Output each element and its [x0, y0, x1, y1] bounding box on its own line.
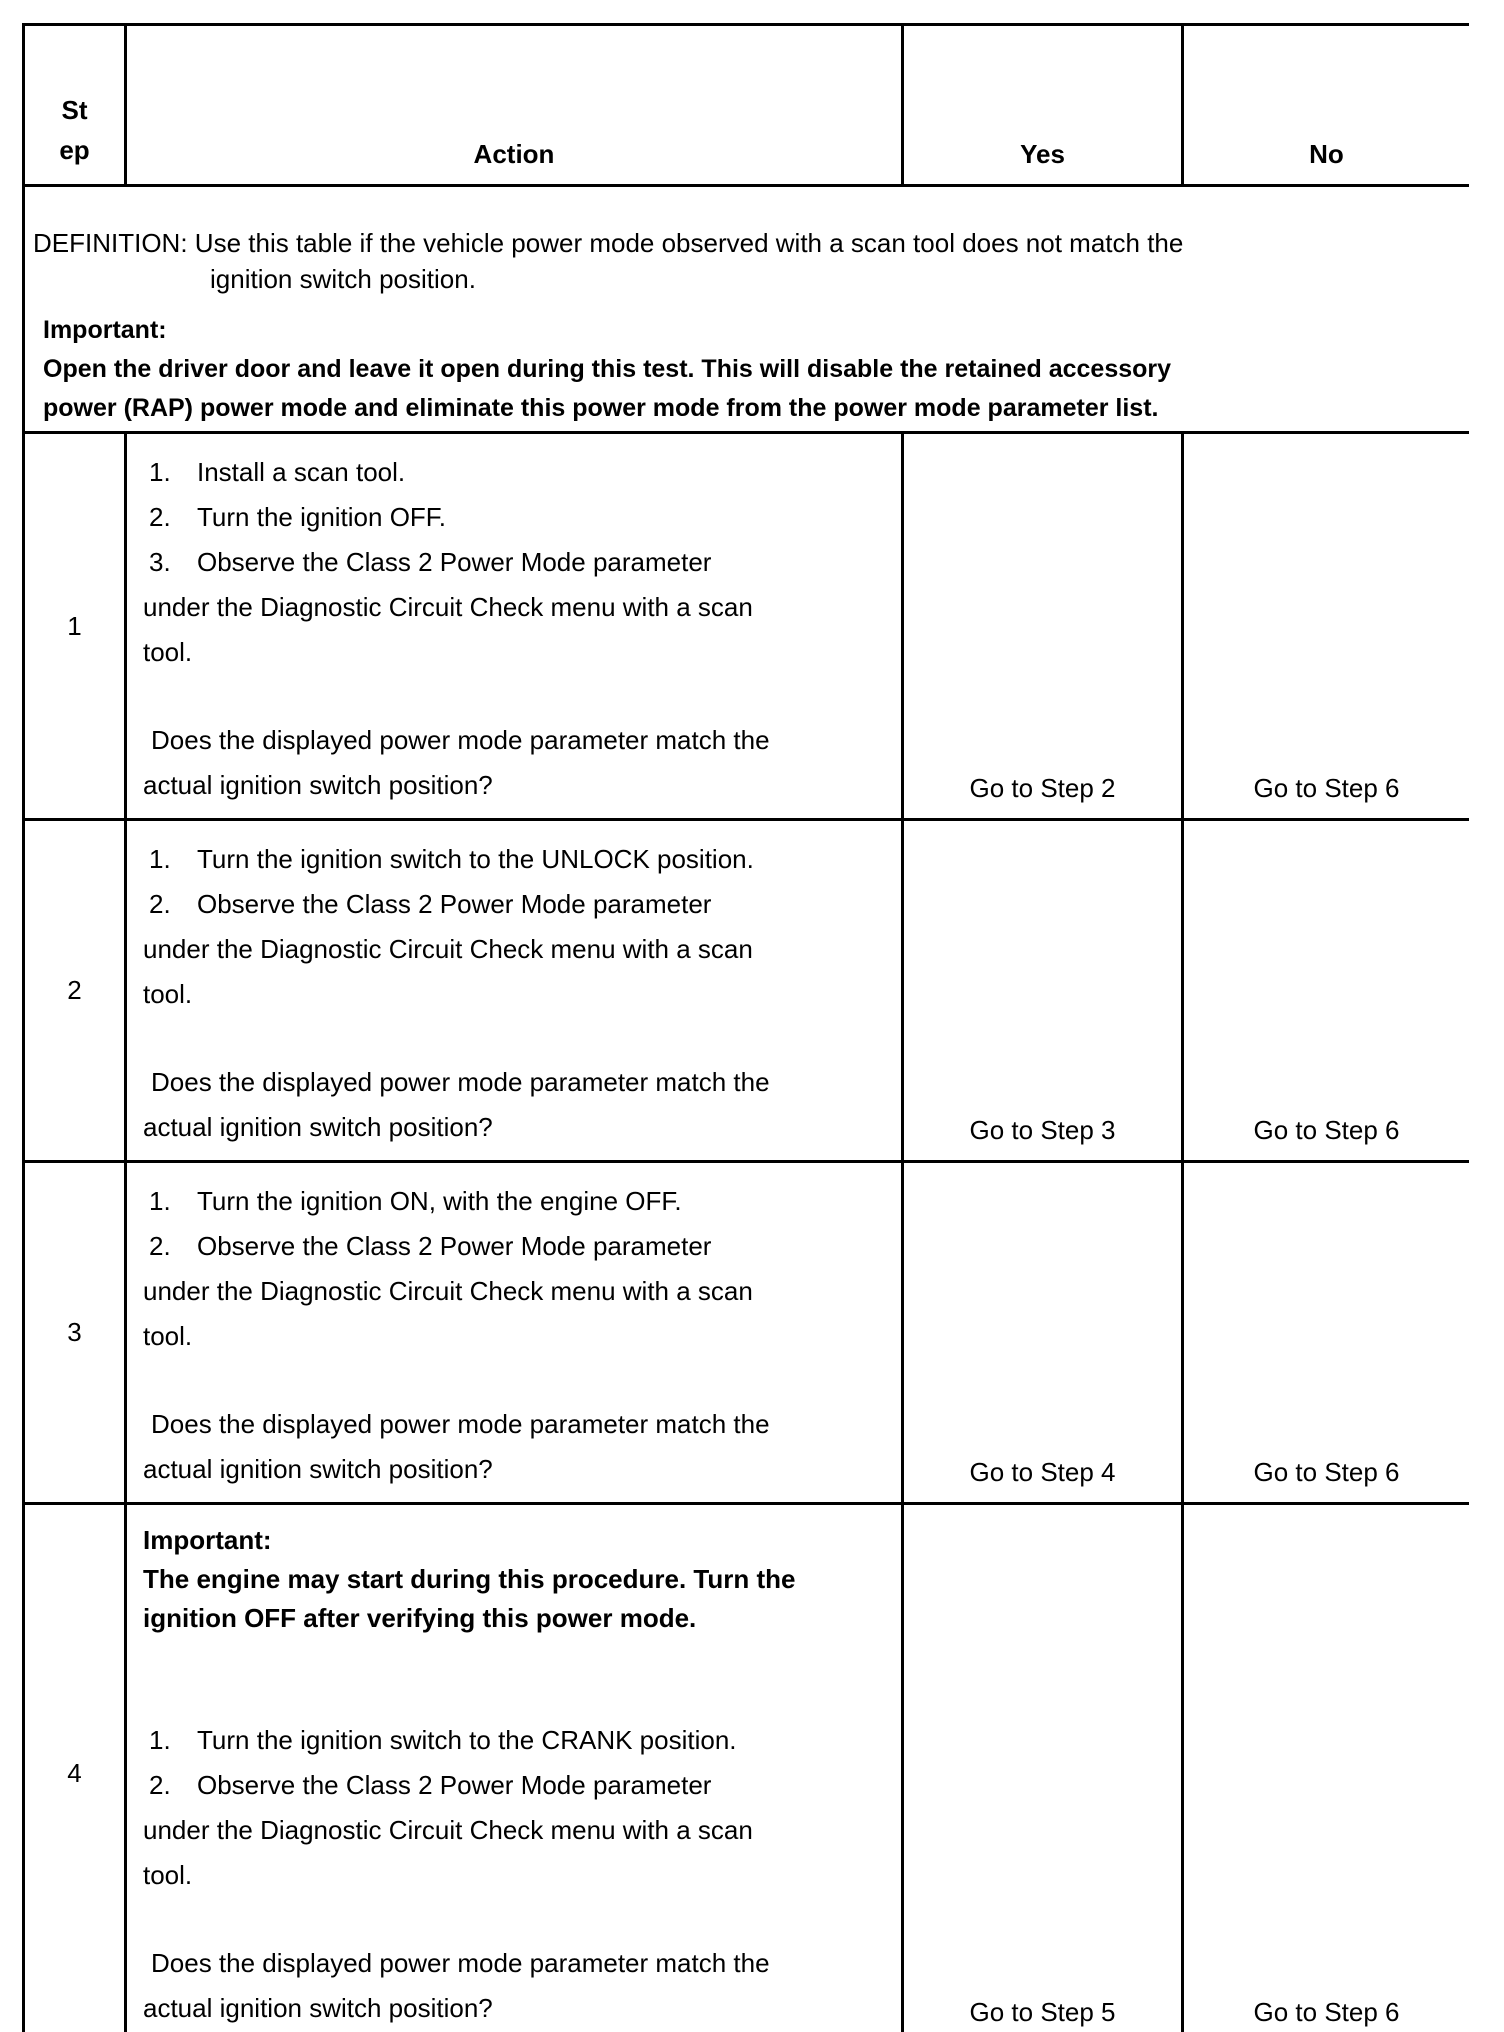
yes-column-header: Yes: [903, 25, 1183, 186]
action-item: 1. Install a scan tool.: [149, 457, 406, 487]
definition-label: DEFINITION:: [33, 228, 188, 258]
yes-result: Go to Step 4: [903, 1162, 1183, 1504]
step-number: 4: [24, 1504, 126, 2032]
yes-result: Go to Step 3: [903, 820, 1183, 1162]
action-continuation: under the Diagnostic Circuit Check menu with a scan: [143, 934, 753, 964]
important-line2: power (RAP) power mode and eliminate this power mode from the power mode parameter list.: [43, 394, 1159, 422]
action-continuation: under the Diagnostic Circuit Check menu with a scan: [143, 1276, 753, 1306]
step-number: 3: [24, 1162, 126, 1504]
diagnostic-table-container: [22, 23, 1469, 2032]
no-result: Go to Step 6: [1183, 820, 1470, 1162]
step-action: [126, 1162, 903, 1504]
step-question: actual ignition switch position?: [143, 1112, 493, 1142]
action-item: 2. Observe the Class 2 Power Mode parameter: [149, 889, 712, 919]
step-question: Does the displayed power mode parameter match the: [151, 1067, 770, 1097]
step-number: 2: [24, 820, 126, 1162]
action-item: 3. Observe the Class 2 Power Mode parameter: [149, 547, 712, 577]
step-number: 1: [24, 433, 126, 820]
action-continuation: tool.: [143, 637, 193, 667]
step-row: [24, 433, 1470, 820]
step-question: actual ignition switch position?: [143, 1454, 493, 1484]
step-question: Does the displayed power mode parameter match the: [151, 725, 770, 755]
step-row: [24, 820, 1470, 1162]
action-item: 1. Turn the ignition switch to the UNLOCK position.: [149, 844, 754, 874]
important-line1: Open the driver door and leave it open during this test. This will disable the retained accessory: [43, 355, 1172, 383]
action-item: 2. Observe the Class 2 Power Mode parameter: [149, 1231, 712, 1261]
action-item: 2. Turn the ignition OFF.: [149, 502, 447, 532]
no-column-header: No: [1183, 25, 1470, 186]
step-question: Does the displayed power mode parameter match the: [151, 1409, 770, 1439]
step-question: actual ignition switch position?: [143, 1993, 493, 2023]
action-column-header: Action: [126, 25, 903, 186]
step-important-line2: ignition OFF after verifying this power mode.: [143, 1603, 697, 1633]
definition-important: [25, 297, 1469, 428]
action-continuation: tool.: [143, 1321, 193, 1351]
yes-result: Go to Step 5: [903, 1504, 1183, 2032]
no-result: Go to Step 6: [1183, 1504, 1470, 2032]
step-important-label: Important:: [143, 1525, 272, 1555]
definition-row: [24, 186, 1470, 433]
step-row: [24, 1162, 1470, 1504]
action-item: 1. Turn the ignition ON, with the engine OFF.: [149, 1186, 682, 1216]
action-continuation: tool.: [143, 1860, 193, 1890]
definition-line1: Use this table if the vehicle power mode observed with a scan tool does not match the: [194, 228, 1184, 258]
step-action: [126, 820, 903, 1162]
header-row: [24, 25, 1470, 186]
action-item: 1. Turn the ignition switch to the CRANK position.: [149, 1725, 737, 1755]
yes-result: Go to Step 2: [903, 433, 1183, 820]
definition-cell: [24, 186, 1470, 433]
step-column-header: [24, 25, 126, 186]
important-label: Important:: [43, 316, 167, 344]
step-row: [24, 1504, 1470, 2032]
step-important-line1: The engine may start during this procedure. Turn the: [143, 1564, 796, 1594]
step-question: Does the displayed power mode parameter match the: [151, 1948, 770, 1978]
action-continuation: tool.: [143, 979, 193, 1009]
action-continuation: under the Diagnostic Circuit Check menu with a scan: [143, 592, 753, 622]
definition-line2: ignition switch position.: [210, 264, 476, 294]
step-action: [126, 1504, 903, 2032]
action-item: 2. Observe the Class 2 Power Mode parameter: [149, 1770, 712, 1800]
step-header-line1: St: [61, 95, 88, 125]
step-question: actual ignition switch position?: [143, 770, 493, 800]
no-result: Go to Step 6: [1183, 1162, 1470, 1504]
step-action: [126, 433, 903, 820]
diagnostic-table: [22, 23, 1469, 2032]
action-continuation: under the Diagnostic Circuit Check menu with a scan: [143, 1815, 753, 1845]
definition-text: [25, 187, 1469, 297]
no-result: Go to Step 6: [1183, 433, 1470, 820]
step-header-line2: ep: [59, 135, 90, 165]
